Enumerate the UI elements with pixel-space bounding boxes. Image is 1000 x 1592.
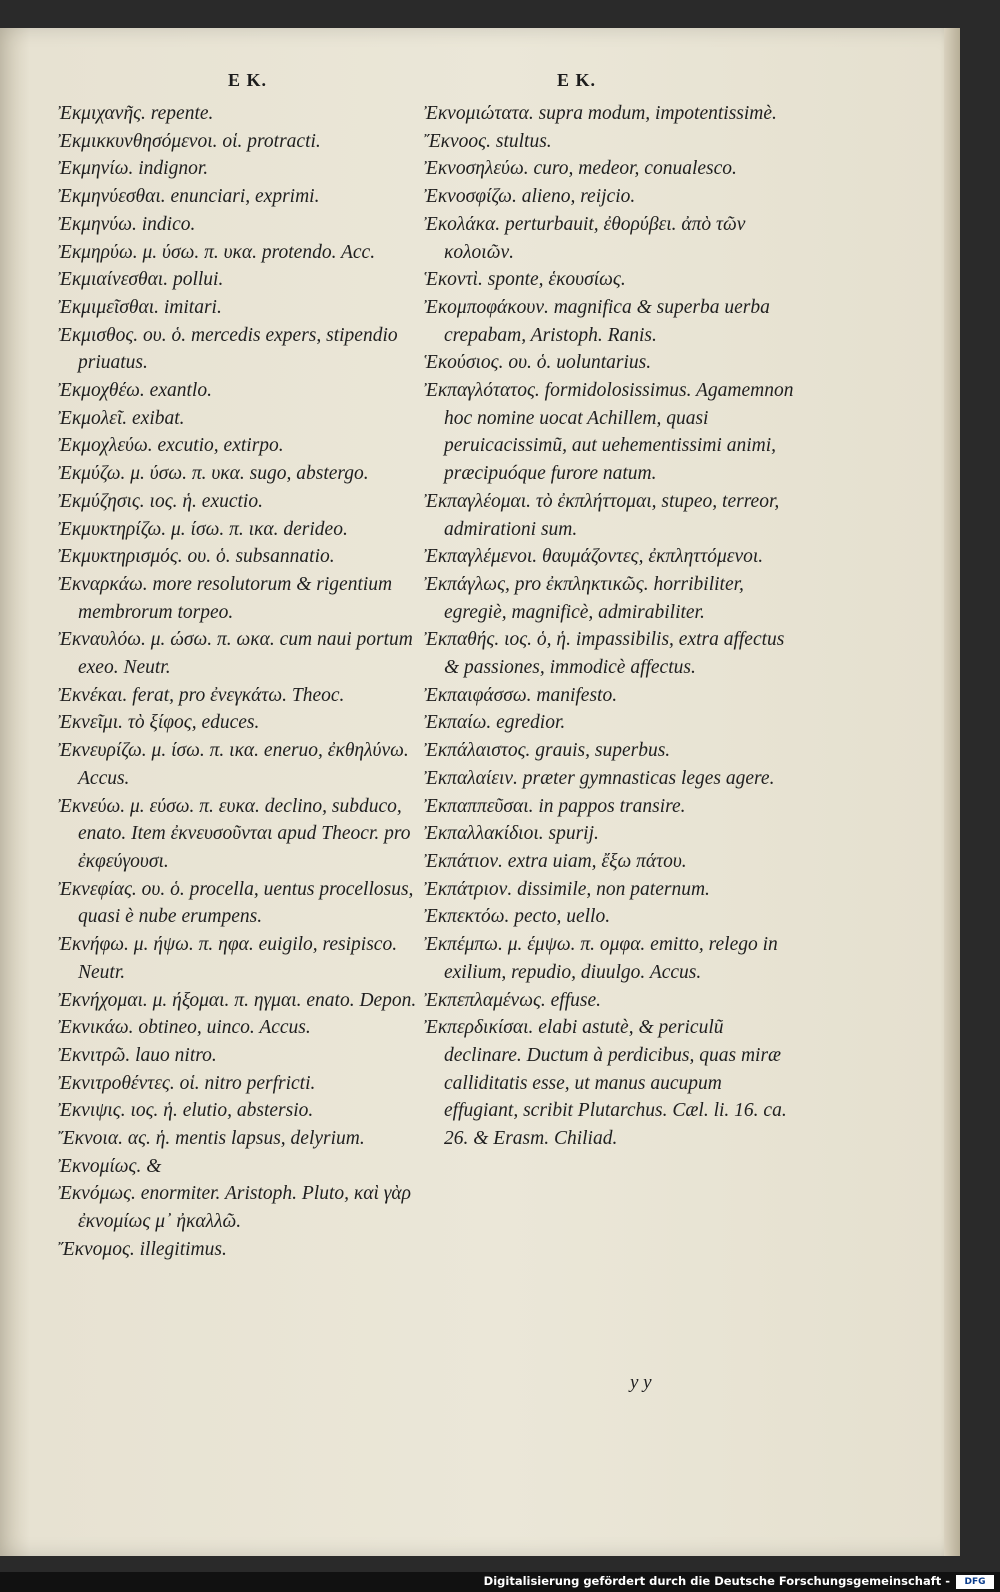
dfg-logo: DFG	[956, 1575, 994, 1589]
dictionary-entry: Ἐκμύζω. μ. ύσω. π. υκα. sugo, abstergo.	[58, 463, 369, 485]
dictionary-entry: Ἐκνομιώτατα. supra modum, impotentissimè.	[424, 103, 777, 124]
page-edge	[944, 28, 960, 1556]
dictionary-entry: Ἐκνευρίζω. μ. ίσω. π. ικα. eneruo, ἐκθηλύνω. Accus.	[58, 740, 409, 789]
credit-text: Digitalisierung gefördert durch die Deutsche Forschungsgemeinschaft -	[483, 1574, 950, 1588]
dictionary-entry: Ἔκνομος. illegitimus.	[58, 1238, 227, 1260]
dictionary-entry: Ἐκπάτριον. dissimile, non paternum.	[424, 878, 710, 900]
signature-mark: y y	[630, 1372, 652, 1393]
dictionary-entry: Ἐκπαγλότατος. formidolosissimus. Agamemnon hoc nomine uocat Achillem, quasi peruicacissimũ, aut uehementissimi animi, præcipuóque furore natum.	[424, 380, 794, 485]
dictionary-entry: Ἑκοντὶ. sponte, ἑκουσίως.	[424, 269, 626, 291]
dictionary-entry: Ἐκνιτροθέντες. οἱ. nitro perfricti.	[58, 1072, 316, 1094]
dictionary-entry: Ἐκναρκάω. more resolutorum & rigentium membrorum torpeo.	[58, 573, 393, 623]
dictionary-entry: Ἐκπαγλέμενοι. θαυμάζοντες, ἐκπληττόμενοι.	[424, 546, 764, 568]
dictionary-entry: Ἐκμηνίω. indignor.	[58, 158, 209, 180]
dictionary-entry: Ἐκνήχομαι. μ. ήξομαι. π. ηγμαι. enato. Depon.	[58, 989, 417, 1011]
dictionary-entry: Ἔκνοια. ας. ἡ. mentis lapsus, delyrium.	[58, 1128, 365, 1150]
dictionary-entry: Ἔκνοος. stultus.	[424, 130, 552, 152]
dictionary-entry: Ἐκνιτρῶ. lauo nitro.	[58, 1044, 217, 1066]
dictionary-entry: Ἐκπαλαίειν. præter gymnasticas leges agere.	[424, 767, 775, 789]
dictionary-entry: Ἐκμηνύω. indico.	[58, 213, 196, 235]
dictionary-entry: Ἐκνομίως. &	[58, 1155, 162, 1177]
dictionary-entry: Ἐκπαίω. egredior.	[424, 712, 566, 734]
dictionary-entry: Ἐκνεῖμι. τὸ ξίφος, educes.	[58, 712, 260, 734]
dictionary-entry: Ἐκναυλόω. μ. ώσω. π. ωκα. cum naui portum exeo. Neutr.	[58, 629, 413, 679]
dictionary-entry: Ἐκνεφίας. ου. ὁ. procella, uentus procellosus, quasi è nube erumpens.	[58, 878, 414, 928]
dictionary-entry: Ἐκνικάω. obtineo, uinco. Accus.	[58, 1017, 311, 1039]
dictionary-entry: Ἐκνοσφίζω. alieno, reijcio.	[424, 186, 636, 208]
dictionary-entry: Ἐκπεπλαμένως. effuse.	[424, 989, 601, 1011]
dictionary-entry: Ἐκνέκαι. ferat, pro ἐνεγκάτω. Theoc.	[58, 684, 345, 706]
dictionary-entry: Ἐκπαιφάσσω. manifesto.	[424, 684, 618, 706]
dictionary-entry: Ἐκπάγλως, pro ἐκπληκτικῶς. horribiliter, egregiè, magnificè, admirabiliter.	[424, 573, 744, 623]
dictionary-entry: Ἐκμικκυνθησόμενοι. οἱ. protracti.	[58, 130, 321, 152]
dictionary-entry: Ἐκμύζησις. ιος. ἡ. exuctio.	[58, 490, 263, 512]
dictionary-entry: Ἐκπάτιον. extra uiam, ἔξω πάτου.	[424, 850, 687, 872]
running-header-left: E K.	[228, 70, 268, 90]
dictionary-entry: Ἐκμοχλεύω. excutio, extirpo.	[58, 435, 284, 457]
dictionary-entry: Ἐκμιχανῆς. repente.	[58, 103, 214, 124]
dictionary-entry: Ἐκνιψις. ιος. ἡ. elutio, abstersio.	[58, 1100, 314, 1122]
dictionary-entry: Ἐκμοχθέω. exantlo.	[58, 380, 212, 402]
dictionary-entry: Ἐκπαππεῦσαι. in pappos transire.	[424, 795, 686, 817]
dictionary-entry: Ἐκνόμως. enormiter. Aristoph. Pluto, καὶ γὰρ ἐκνομίως μ᾽ ἠκαλλῶ.	[58, 1183, 412, 1233]
dictionary-entry: Ἐκμολεῖ. exibat.	[58, 407, 185, 429]
left-column	[58, 100, 438, 1264]
dictionary-entry: Ἐκνοσηλεύω. curo, medeor, conualesco.	[424, 158, 737, 180]
dictionary-entry: Ἐκνεύω. μ. εύσω. π. ευκα. declino, subduco, enato. Item ἐκνευσοῦνται apud Theocr. pro ἐκφεύγουσι.	[58, 795, 411, 872]
credit-bar	[0, 1572, 1000, 1592]
dictionary-entry: Ἐκνήφω. μ. ήψω. π. ηφα. euigilo, resipisco. Neutr.	[58, 934, 398, 983]
dictionary-entry: Ἐκομποφάκουν. magnifica & superba uerba crepabam, Aristoph. Ranis.	[424, 296, 770, 346]
dictionary-entry: Ἐκμυκτηρίζω. μ. ίσω. π. ικα. derideo.	[58, 518, 348, 540]
dictionary-entry: Ἐκπαθής. ιος. ὁ, ἡ. impassibilis, extra affectus & passiones, immodicè affectus.	[424, 629, 785, 679]
dictionary-entry: Ἐκμιμεῖσθαι. imitari.	[58, 296, 222, 318]
dictionary-entry: Ἐκπερδικίσαι. elabi astutè, & periculũ declinare. Ductum à perdicibus, quas miræ calliditatis esse, ut manus aucupum effugiant, scribit Plutarchus. Cæl. li. 16. ca. 26. & Erasm. Chiliad.	[424, 1017, 787, 1150]
dictionary-entry: Ἐκμηνύεσθαι. enunciari, exprimi.	[58, 186, 320, 208]
dictionary-entry: Ἐκπαγλέομαι. τὸ ἐκπλήττομαι, stupeo, terreor, admirationi sum.	[424, 490, 780, 540]
dictionary-entry: Ἐκπάλαιστος. grauis, superbus.	[424, 740, 671, 762]
running-header-right: E K.	[557, 70, 597, 90]
dictionary-entry: Ἐκμισθος. ου. ὁ. mercedis expers, stipendio priuatus.	[58, 324, 398, 374]
dictionary-entry: Ἐκπέμπω. μ. έμψω. π. ομφα. emitto, relego in exilium, repudio, diuulgo. Accus.	[424, 934, 778, 983]
right-column	[424, 100, 794, 1153]
dictionary-entry: Ἑκούσιος. ου. ὁ. uoluntarius.	[424, 352, 652, 374]
dictionary-entry: Ἐκμυκτηρισμός. ου. ὁ. subsannatio.	[58, 546, 335, 568]
dictionary-entry: Ἐκπαλλακίδιοι. spurij.	[424, 823, 599, 845]
dictionary-entry: Ἐκμιαίνεσθαι. pollui.	[58, 269, 224, 291]
dictionary-entry: Ἐκμηρύω. μ. ύσω. π. υκα. protendo. Acc.	[58, 241, 376, 263]
dictionary-entry: Ἐκπεκτόω. pecto, uello.	[424, 906, 611, 928]
dictionary-entry: Ἐκολάκα. perturbauit, ἐθορύβει. ἀπὸ τῶν κολοιῶν.	[424, 213, 746, 263]
